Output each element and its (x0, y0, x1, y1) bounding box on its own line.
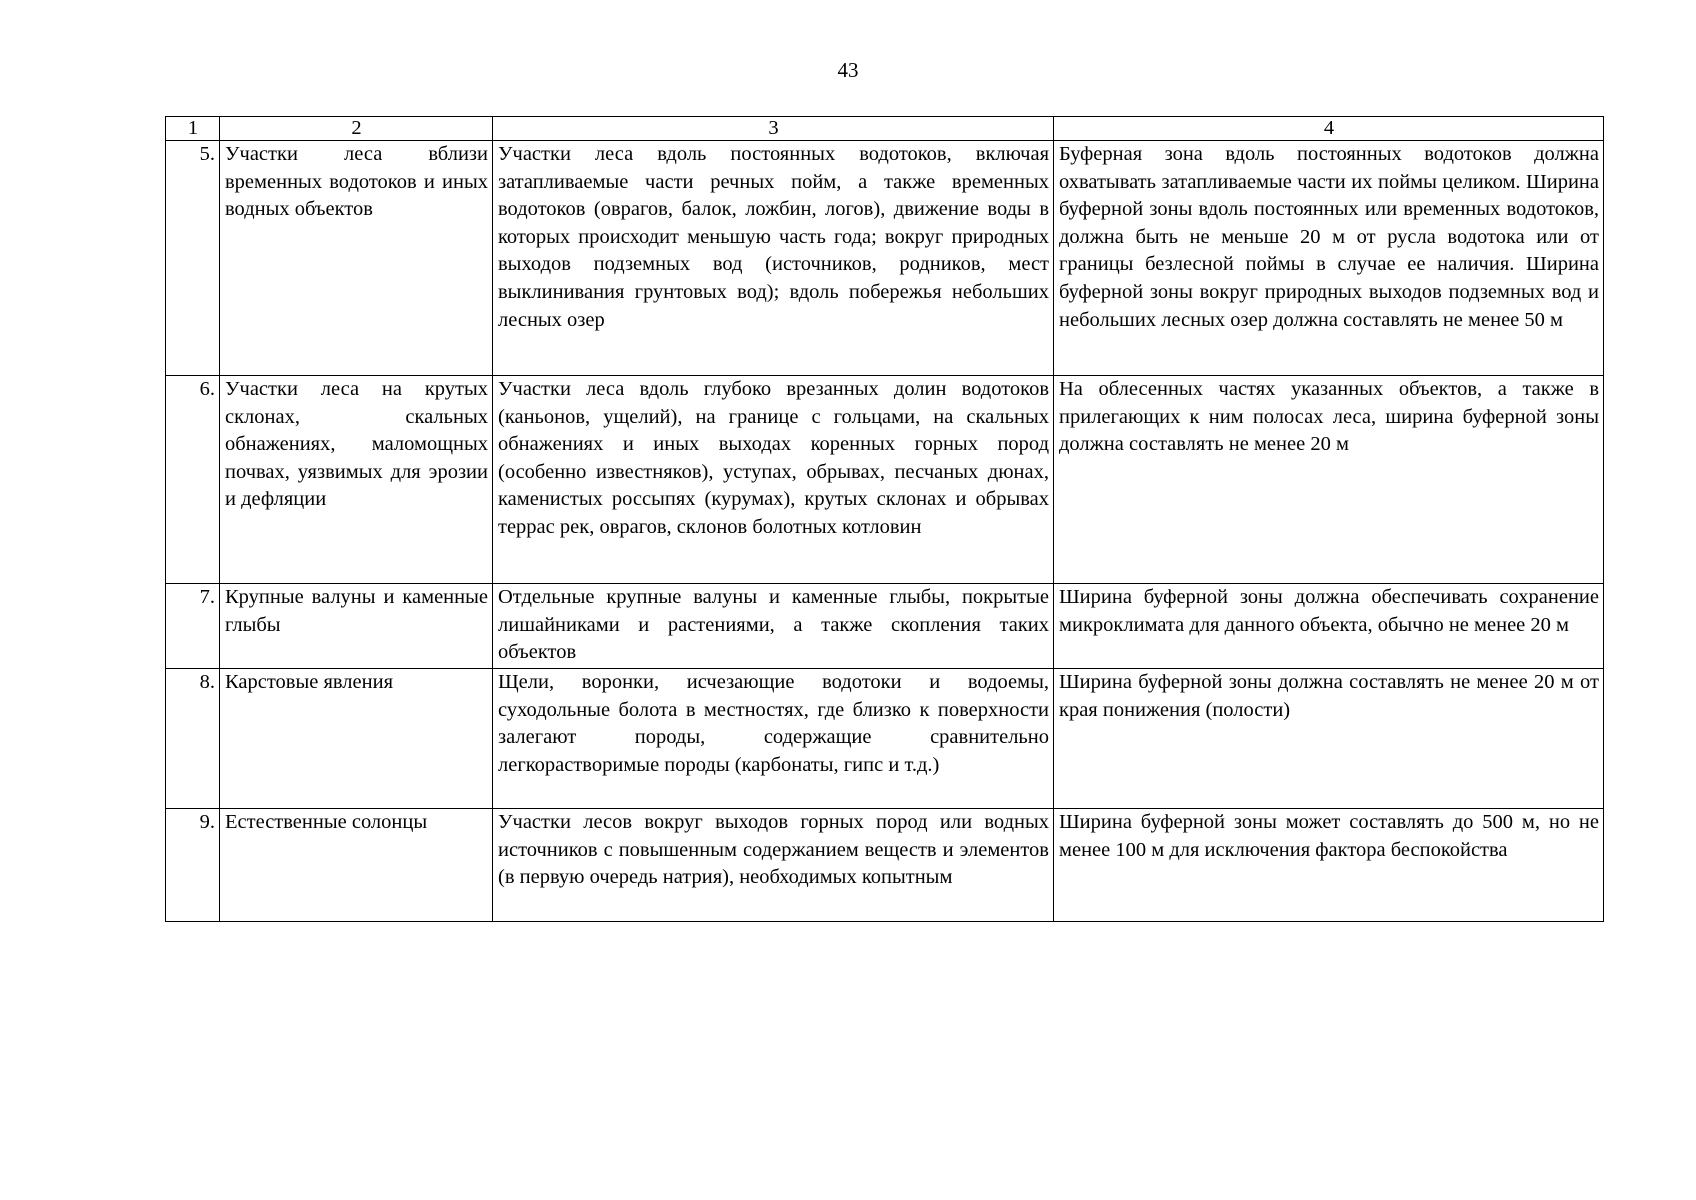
object-name-cell: Естественные солонцы (220, 809, 493, 922)
column-number-4: 4 (1054, 117, 1604, 141)
table-row (166, 809, 1604, 922)
object-description-cell: Участки лесов вокруг выходов горных пород или водных источников с повышенным содержанием веществ и элементов (в первую очередь натрия), необходимых копытным (493, 809, 1054, 922)
column-number-3: 3 (493, 117, 1054, 141)
row-number: 9. (166, 809, 220, 922)
buffer-zone-cell: Ширина буферной зоны должна обеспечивать сохранение микроклимата для данного объекта, обычно не менее 20 м (1054, 584, 1604, 669)
row-number: 6. (166, 376, 220, 584)
buffer-zone-cell: На облесенных частях указанных объектов, а также в прилегающих к ним полосах леса, ширина буферной зоны должна составлять не менее 20 м (1054, 376, 1604, 584)
table-header-row (166, 117, 1604, 141)
row-number: 7. (166, 584, 220, 669)
table-row (166, 584, 1604, 669)
buffer-zone-cell: Ширина буферной зоны может составлять до 500 м, но не менее 100 м для исключения фактора беспокойства (1054, 809, 1604, 922)
object-name-cell: Участки леса на крутых склонах, скальных обнажениях, маломощных почвах, уязвимых для эрозии и дефляции (220, 376, 493, 584)
object-description-cell: Участки леса вдоль постоянных водотоков, включая затапливаемые части речных пойм, а также временных водотоков (оврагов, балок, ложбин, логов), движение воды в которых происходит меньшую часть года; вокруг природных выходов подземных вод (источников, родников, мест выклинивания грунтовых вод); вдоль побережья небольших лесных озер (493, 141, 1054, 376)
object-name-cell: Карстовые явления (220, 669, 493, 809)
buffer-zone-cell: Буферная зона вдоль постоянных водотоков должна охватывать затапливаемые части их поймы целиком. Ширина буферной зоны вдоль постоянных или временных водотоков, должна быть не меньше 20 м от русла водотока или от границы безлесной поймы в случае ее наличия. Ширина буферной зоны вокруг природных выходов подземных вод и небольших лесных озер должна составлять не менее 50 м (1054, 141, 1604, 376)
row-number: 5. (166, 141, 220, 376)
object-name-cell: Участки леса вблизи временных водотоков и иных водных объектов (220, 141, 493, 376)
column-number-2: 2 (220, 117, 493, 141)
table-row (166, 669, 1604, 809)
column-number-1: 1 (166, 117, 220, 141)
buffer-zone-cell: Ширина буферной зоны должна составлять не менее 20 м от края понижения (полости) (1054, 669, 1604, 809)
buffer-zone-table (165, 116, 1604, 922)
table-row (166, 376, 1604, 584)
table-row (166, 141, 1604, 376)
object-description-cell: Отдельные крупные валуны и каменные глыбы, покрытые лишайниками и растениями, а также скопления таких объектов (493, 584, 1054, 669)
object-name-cell: Крупные валуны и каменные глыбы (220, 584, 493, 669)
object-description-cell: Щели, воронки, исчезающие водотоки и водоемы, суходольные болота в местностях, где близко к поверхности залегают породы, содержащие сравнительно легкорастворимые породы (карбонаты, гипс и т.д.) (493, 669, 1054, 809)
page-number: 43 (837, 58, 859, 82)
object-description-cell: Участки леса вдоль глубоко врезанных долин водотоков (каньонов, ущелий), на границе с гольцами, на скальных обнажениях и иных выходах коренных горных пород (особенно известняков), уступах, обрывах, песчаных дюнах, каменистых россыпях (курумах), крутых склонах и обрывах террас рек, оврагов, склонов болотных котловин (493, 376, 1054, 584)
row-number: 8. (166, 669, 220, 809)
